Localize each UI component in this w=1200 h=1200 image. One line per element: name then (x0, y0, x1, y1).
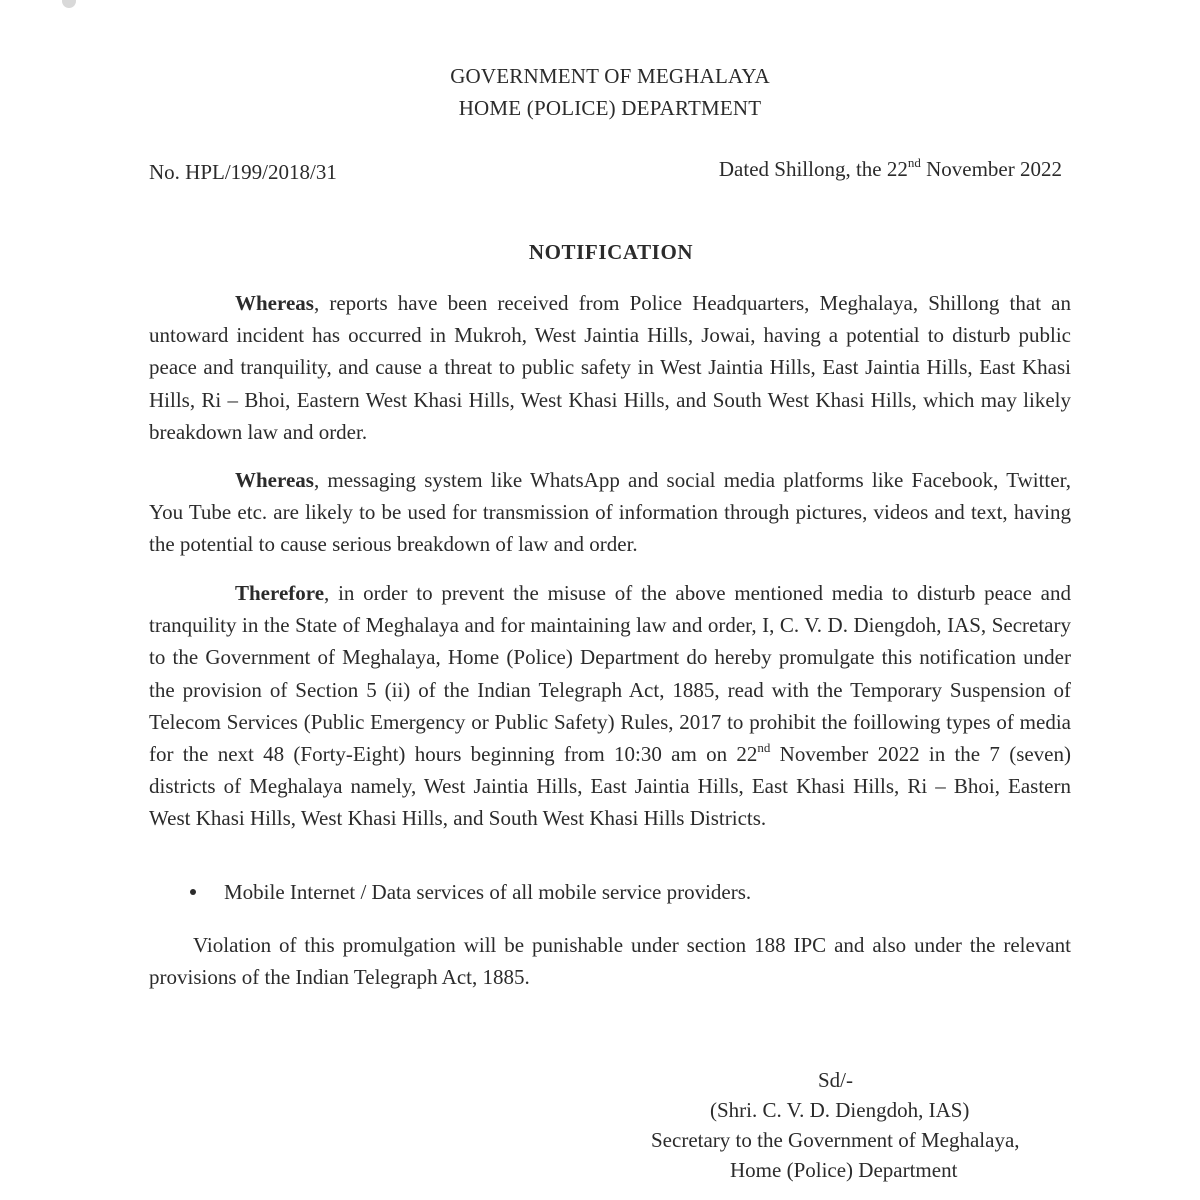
bullet-text: Mobile Internet / Data services of all mobile service providers. (224, 880, 752, 904)
violation-paragraph: Violation of this promulgation will be punishable under section 188 IPC and also under the relevant provisions of the Indian Telegraph Act, 1885. (149, 933, 1071, 990)
paragraph-lead: Therefore (235, 581, 325, 605)
paragraph-text-b: November 2022 in the 7 (seven) districts of Meghalaya namely, West Jaintia Hills, East Jaintia Hills, East Khasi Hills, Ri – Bhoi, Eastern West Khasi Hills, West Khasi Hills, and South West Khasi Hills Districts. (149, 742, 1071, 831)
dated-suffix: November 2022 (920, 157, 1062, 181)
paragraph-text-a: , in order to prevent the misuse of the above mentioned media to disturb peace and tranquility in the State of Meghalaya and for maintaining law and order, I, C. V. D. Diengdoh, IAS, Secretary to the Government of Meghalaya, Home (Police) Department do hereby promulgate this notification under the provision of Section 5 (ii) of the Indian Telegraph Act, 1885, read with the Temporary Suspension of Telecom Services (Public Emergency or Public Safety) Rules, 2017 to prohibit the foillowing types of media for the next 48 (Forty-Eight) hours beginning from 10:30 am on 22 (149, 581, 1071, 767)
paragraph-text: , messaging system like WhatsApp and social media platforms like Facebook, Twitter, You Tube etc. are likely to be used for transmission of information through pictures, videos and text, having the potential to cause serious breakdown of law and order. (149, 468, 1071, 557)
signature-sd: Sd/- (818, 1068, 854, 1092)
reference-number: No. HPL/199/2018/31 (149, 160, 337, 184)
dated-ordinal: nd (907, 155, 921, 170)
paragraph-whereas-incident (149, 287, 1071, 448)
dated-line (719, 157, 1062, 182)
paragraph-lead: Whereas (235, 468, 314, 492)
scan-mark (62, 0, 76, 8)
signatory-department: Home (Police) Department (730, 1158, 958, 1182)
signatory-designation: Secretary to the Government of Meghalaya, (651, 1128, 1020, 1152)
paragraph-ordinal: nd (757, 740, 771, 756)
department-heading: HOME (POLICE) DEPARTMENT (458, 96, 762, 120)
signatory-name: (Shri. C. V. D. Diengdoh, IAS) (710, 1098, 970, 1122)
paragraph-text: , reports have been received from Police Headquarters, Meghalaya, Shillong that an untoward incident has occurred in Mukroh, West Jaintia Hills, Jowai, having a potential to disturb public peace and tranquility, and cause a threat to public safety in West Jaintia Hills, East Jaintia Hills, East Khasi Hills, Ri – Bhoi, Eastern West Khasi Hills, West Khasi Hills, and South West Khasi Hills, which may likely breakdown law and order. (149, 291, 1071, 444)
paragraph-lead: Whereas (235, 291, 314, 315)
notification-title: NOTIFICATION (528, 240, 694, 264)
dated-prefix: Dated Shillong, the 22 (718, 157, 908, 181)
bullet-icon (190, 889, 196, 895)
paragraph-whereas-media (149, 464, 1071, 561)
government-heading: GOVERNMENT OF MEGHALAYA (450, 64, 770, 88)
bullet-list-item (190, 880, 751, 905)
paragraph-therefore (149, 577, 1071, 835)
